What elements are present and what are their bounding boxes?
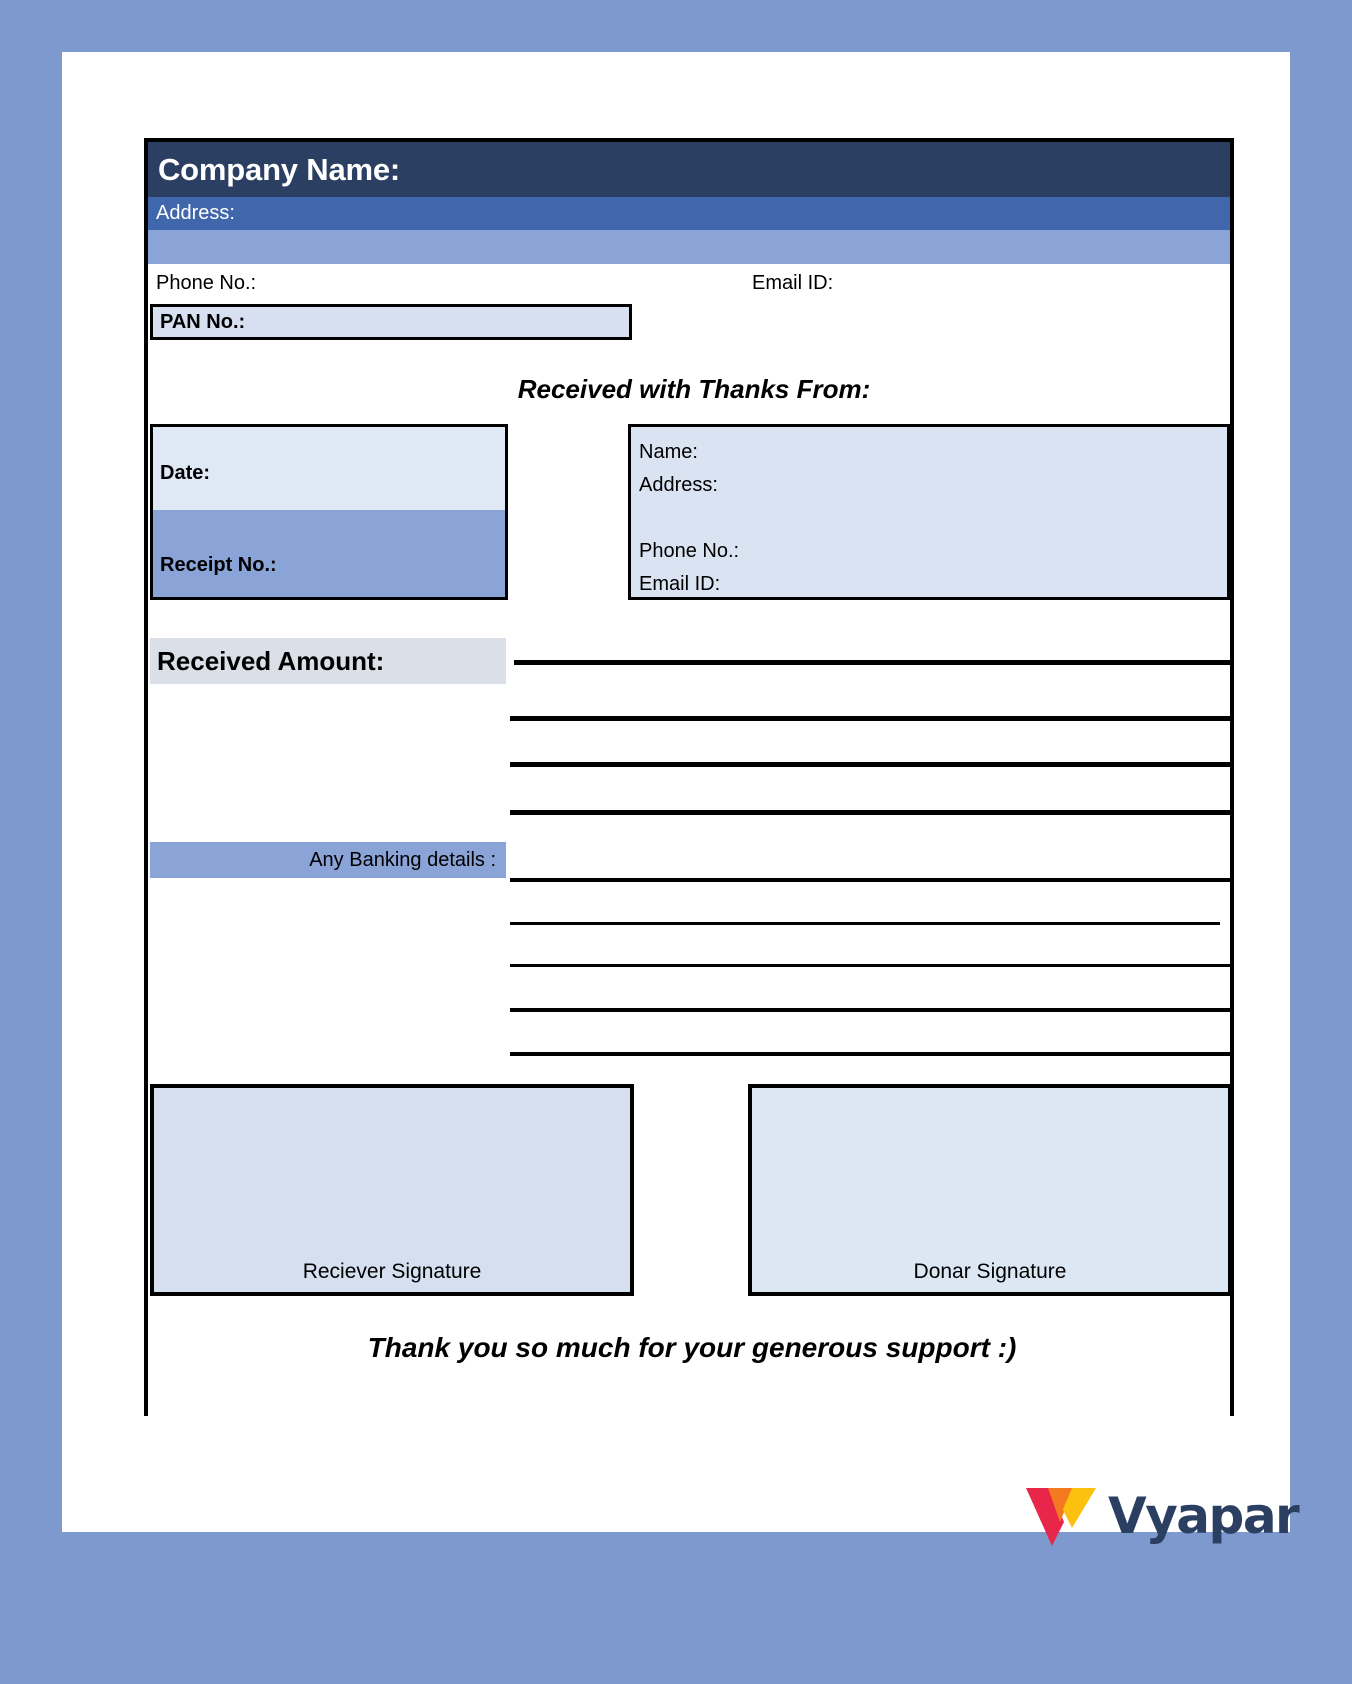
date-donor-zone [148,424,1230,604]
email-id-label: Email ID: [752,272,834,294]
write-line[interactable] [510,922,1220,925]
pan-no-label: PAN No.: [160,310,246,333]
received-with-thanks-zone [148,340,1230,424]
phone-no-label: Phone No.: [156,272,257,294]
vyapar-logo [1024,1482,1298,1550]
donor-signature-label: Donar Signature [913,1260,1067,1283]
write-line[interactable] [510,964,1234,967]
company-name-band [148,142,1230,197]
donor-name-label: Name: [639,441,698,463]
page-sheet [62,52,1299,1545]
vyapar-chevron-icon [1024,1482,1098,1550]
contact-row [148,264,1230,304]
write-line[interactable] [510,716,1234,721]
date-label: Date: [160,462,211,484]
banking-details-label: Any Banking details : [309,848,496,871]
amount-and-lines-zone [148,604,1230,1080]
received-amount-label-box [150,638,506,684]
footer-zone [148,1306,1230,1434]
date-field[interactable] [153,427,505,510]
receiver-signature-label: Reciever Signature [302,1260,482,1283]
write-line[interactable] [510,762,1234,767]
write-line[interactable] [510,810,1234,815]
donor-signature-box[interactable] [748,1084,1232,1296]
donor-phone-label: Phone No.: [639,540,740,562]
received-with-thanks-title: Received with Thanks From: [517,374,871,404]
donor-address-spacer [639,502,1227,535]
date-receipt-box [150,424,508,600]
banking-details-label-box [150,842,506,878]
write-line[interactable] [514,660,1234,665]
address-band [148,197,1230,230]
received-amount-label: Received Amount: [157,645,385,676]
vyapar-wordmark: Vyapar [1108,1487,1299,1545]
write-line[interactable] [510,1052,1234,1056]
receipt-no-field[interactable] [153,510,505,597]
receiver-signature-box[interactable] [150,1084,634,1296]
thank-you-message: Thank you so much for your generous support :) [367,1332,1017,1363]
write-line[interactable] [510,878,1234,882]
receipt-no-label: Receipt No.: [160,554,277,576]
company-name-label: Company Name: [158,151,401,187]
write-line[interactable] [510,1008,1234,1012]
signature-zone [148,1080,1230,1306]
donor-email-label: Email ID: [639,573,721,595]
pan-row [148,304,1230,340]
receipt-frame [144,138,1234,1416]
pan-no-field[interactable] [150,304,632,340]
address-value-band[interactable] [148,230,1230,264]
donor-address-label: Address: [639,474,718,496]
donor-details-box[interactable] [628,424,1230,600]
address-label: Address: [156,202,235,224]
